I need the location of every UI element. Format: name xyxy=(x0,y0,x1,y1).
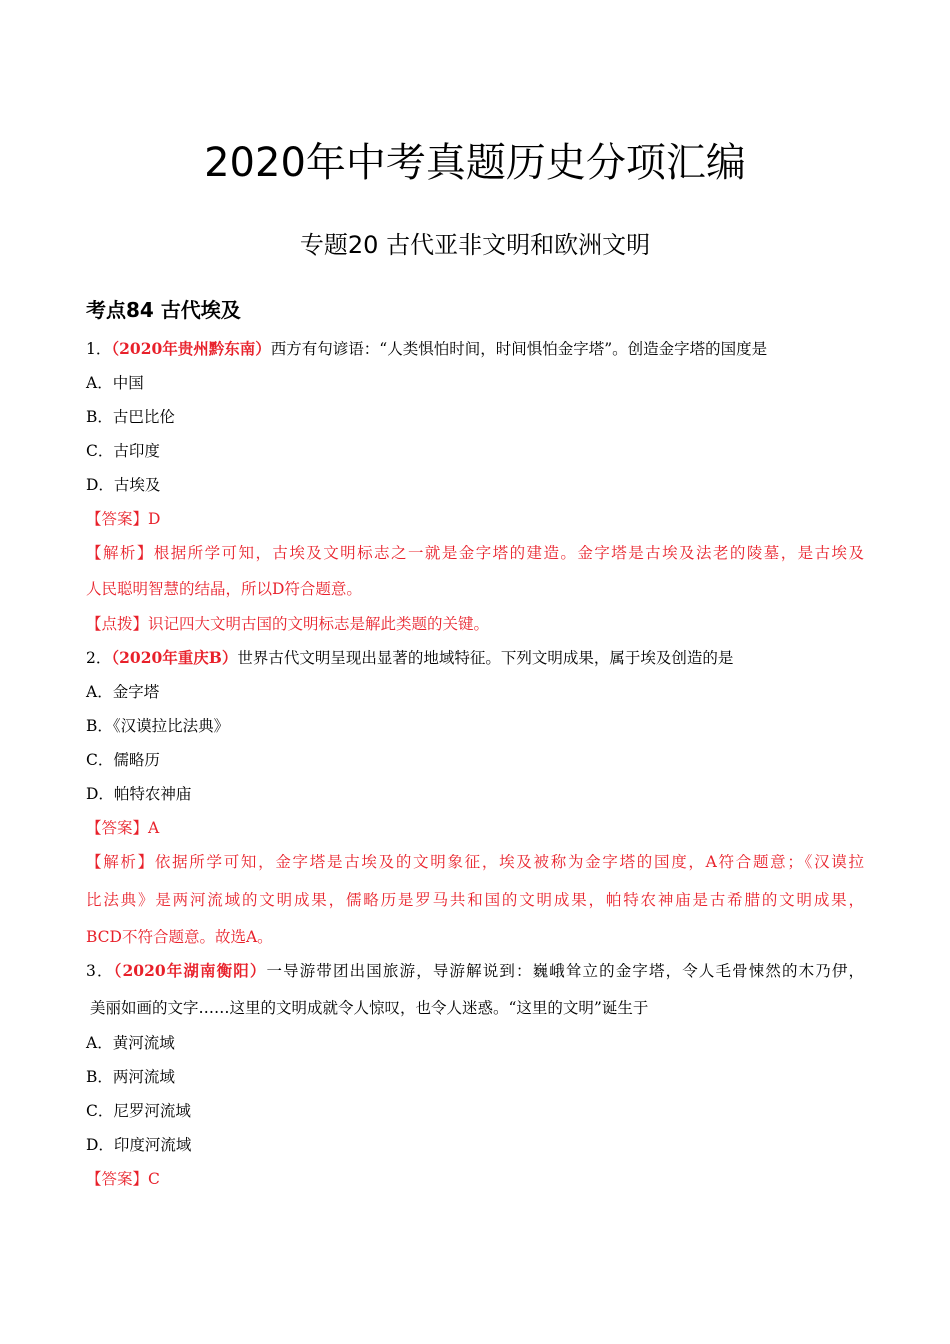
question-source: （2020年贵州黔东南） xyxy=(111,339,271,358)
option-b: B．古巴比伦 xyxy=(86,408,175,426)
analysis-label: 【解析】 xyxy=(86,544,154,562)
tip xyxy=(86,613,489,635)
section-heading: 考点84 古代埃及 xyxy=(86,298,241,322)
tip-text: 识记四大文明古国的文明标志是解此类题的关键。 xyxy=(148,615,490,633)
question-source: （2020年重庆B） xyxy=(111,648,238,667)
analysis-line xyxy=(86,851,864,873)
analysis-line: 人民聪明智慧的结晶，所以D符合题意。 xyxy=(86,580,362,598)
option-c: C．儒略历 xyxy=(86,751,160,769)
question-text: 西方有句谚语：“人类惧怕时间，时间惧怕金字塔”。创造金字塔的国度是 xyxy=(270,340,768,358)
option-d: D．印度河流域 xyxy=(86,1136,192,1154)
analysis-text: 依据所学可知，金字塔是古埃及的文明象征，埃及被称为金字塔的国度，A符合题意；《汉谟拉 xyxy=(154,853,864,871)
analysis-text: 根据所学可知，古埃及文明标志之一就是金字塔的建造。金字塔是古埃及法老的陵墓，是古埃及 xyxy=(153,544,864,562)
answer-label: 【答案】 xyxy=(86,510,149,528)
analysis-line xyxy=(86,542,864,564)
answer-value: A xyxy=(148,819,160,837)
answer-label: 【答案】 xyxy=(86,819,149,837)
answer-label: 【答案】 xyxy=(86,1170,149,1188)
question-3-stem xyxy=(86,960,864,982)
question-number: 2． xyxy=(86,649,112,667)
answer xyxy=(86,508,160,530)
question-text-line: 美丽如画的文字……这里的文明成就令人惊叹，也令人迷惑。“这里的文明”诞生于 xyxy=(90,999,649,1017)
analysis-label: 【解析】 xyxy=(86,853,155,871)
page-subtitle: 专题20 古代亚非文明和欧洲文明 xyxy=(299,231,651,259)
option-d: D．古埃及 xyxy=(86,476,161,494)
page-title: 2020年中考真题历史分项汇编 xyxy=(204,140,746,186)
question-2-stem xyxy=(86,647,733,669)
question-number: 3． xyxy=(86,962,114,980)
tip-label: 【点拨】 xyxy=(86,615,149,633)
question-number: 1． xyxy=(86,340,112,358)
option-d: D．帕特农神庙 xyxy=(86,785,192,803)
option-c: C．古印度 xyxy=(86,442,160,460)
question-source: （2020年湖南衡阳） xyxy=(113,961,267,980)
option-a: A．黄河流域 xyxy=(86,1034,175,1052)
question-text: 一导游带团出国旅游，导游解说到：巍峨耸立的金字塔，令人毛骨悚然的木乃伊， xyxy=(266,962,864,980)
option-a: A．金字塔 xyxy=(86,683,160,701)
option-b: B．两河流域 xyxy=(86,1068,175,1086)
answer-value: D xyxy=(148,510,161,528)
analysis-line: BCD不符合题意。故选A。 xyxy=(86,928,273,946)
option-b: B．《汉谟拉比法典》 xyxy=(86,717,230,735)
question-1-stem xyxy=(86,338,767,360)
option-a: A．中国 xyxy=(86,374,144,392)
question-text: 世界古代文明呈现出显著的地域特征。下列文明成果，属于埃及创造的是 xyxy=(237,649,734,667)
answer-value: C xyxy=(148,1170,160,1188)
analysis-line: 比法典》是两河流域的文明成果，儒略历是罗马共和国的文明成果，帕特农神庙是古希腊的文明成果， xyxy=(86,891,864,909)
option-c: C．尼罗河流域 xyxy=(86,1102,191,1120)
answer xyxy=(86,1168,160,1190)
answer xyxy=(86,817,159,839)
